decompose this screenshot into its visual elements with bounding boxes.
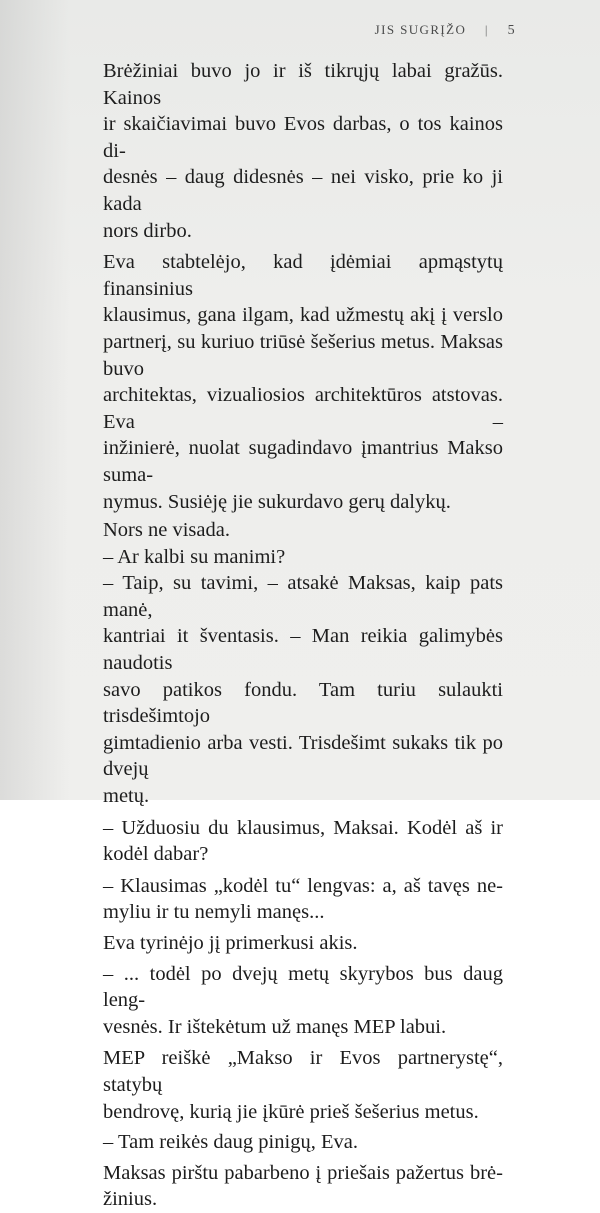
text-line: – Tam reikės daug pinigų, Eva. xyxy=(103,1131,358,1154)
text-line: gimtadienio arba vesti. Trisdešimt sukaks tik po dvejų xyxy=(103,731,503,781)
text-line: klausimus, gana ilgam, kad užmestų akį į verslo xyxy=(103,304,503,327)
text-line: MEP reiškė „Makso ir Evos partnerystę“, statybų xyxy=(103,1047,503,1096)
text-line: savo patikos fondu. Tam turiu sulaukti trisdešimtojo xyxy=(103,678,503,728)
text-line: vesnės. Ir ištekėtum už manęs MEP labui. xyxy=(103,1015,447,1038)
body-text xyxy=(103,58,503,1213)
text-line: inžinierė, nuolat sugadindavo įmantrius Makso suma- xyxy=(103,437,503,486)
running-header-title: JIS SUGRĮŽO xyxy=(374,22,467,37)
text-line: – Taip, su tavimi, – atsakė Maksas, kaip pats manė, xyxy=(103,572,503,621)
text-line: kantriai it šventasis. – Man reikia galimybės naudotis xyxy=(103,625,503,675)
text-line: kodėl dabar? xyxy=(103,843,209,866)
text-line: – Užduosiu du klausimus, Maksai. Kodėl aš ir xyxy=(103,816,503,839)
text-line: nors dirbo. xyxy=(103,219,192,242)
text-line: – Ar kalbi su manimi? xyxy=(103,545,286,568)
text-line: Brėžiniai buvo jo ir iš tikrųjų labai gražūs. Kainos xyxy=(103,60,503,109)
text-line: ir skaičiavimai buvo Evos darbas, o tos kainos di- xyxy=(103,113,503,162)
header-divider: | xyxy=(484,22,489,37)
page-number: 5 xyxy=(507,23,516,38)
text-line: Eva stabtelėjo, kad įdėmiai apmąstytų finansinius xyxy=(103,251,503,300)
text-line: – ... todėl po dvejų metų skyrybos bus daug leng- xyxy=(103,962,503,1012)
text-line: partnerį, su kuriuo triūsė šešerius metus. Maksas buvo xyxy=(103,330,503,380)
text-line: Maksas pirštu pabarbeno į priešais pažertus brė- xyxy=(103,1161,503,1184)
text-line: nymus. Susiėję jie sukurdavo gerų dalykų. xyxy=(103,490,451,513)
text-line: architektas, vizualiosios architektūros atstovas. Eva – xyxy=(103,384,503,433)
text-line: metų. xyxy=(103,785,150,808)
text-line: žinius. xyxy=(103,1188,158,1211)
running-header xyxy=(375,22,516,39)
page-gutter-shadow xyxy=(0,0,70,800)
text-line: Nors ne visada. xyxy=(103,519,230,542)
text-line: Eva tyrinėjo jį primerkusi akis. xyxy=(103,932,358,954)
text-line: myliu ir tu nemyli manęs... xyxy=(103,901,325,924)
text-line: desnės – daug didesnės – nei visko, prie ko ji kada xyxy=(103,166,503,215)
text-line: – Klausimas „kodėl tu“ lengvas: a, aš tavęs ne- xyxy=(103,874,503,897)
text-line: bendrovę, kurią jie įkūrė prieš šešerius metus. xyxy=(103,1100,479,1123)
